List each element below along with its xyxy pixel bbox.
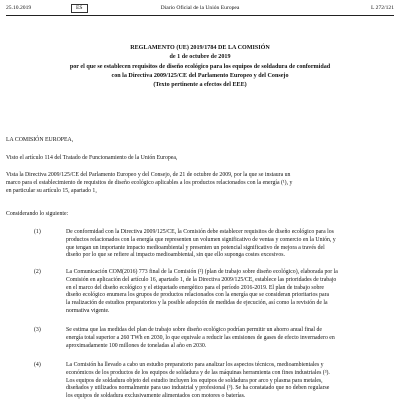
visto-directive-line-1: Vista la Directiva 2009/125/CE del Parlamento Europeo y del Consejo, de 21 de octubre de 2009, por la que se instaura un bbox=[6, 172, 291, 178]
language-code: ES bbox=[71, 4, 88, 13]
recital-line: los equipos de soldadura exclusivamente alimentados con motores o baterías. bbox=[66, 393, 246, 400]
recital-line: La Comisión ha llevado a cabo un estudio preparatorio para analizar los aspectos técnicos, medioambientales y bbox=[66, 362, 324, 368]
recital-number: (4) bbox=[34, 362, 41, 368]
recital-line: económicos de los productos de los equipos de soldadura y de las máquinas herramienta con fines industriales (³). bbox=[66, 369, 330, 376]
regulation-number: REGLAMENTO (UE) 2019/1784 DE LA COMISIÓN bbox=[130, 45, 270, 51]
header-divider bbox=[6, 15, 394, 16]
recital-line: aproximadamente 100 millones de toneladas al año en 2030. bbox=[66, 342, 207, 349]
recital-text bbox=[66, 362, 330, 401]
recital-line: en el marco del diseño ecológico y el etiquetado energético para el período 2016-2019. El plan de trabajo sobre bbox=[66, 284, 324, 291]
page-reference: L 272/121 bbox=[371, 5, 394, 11]
regulation-title bbox=[20, 44, 380, 90]
recital-line: productos relacionados con la energía que representen un volumen significativo de ventas y comercio en la Unión, y bbox=[66, 236, 336, 243]
recital-line: diseño por lo que se refiere al impacto medioambiental, sin que ello suponga costes excesivos. bbox=[66, 252, 285, 259]
visto-directive-line-3: en particular su artículo 15, apartado 1, bbox=[6, 187, 97, 194]
recital-text bbox=[66, 269, 338, 316]
visto-directive-line-2: marco para el establecimiento de requisitos de diseño ecológico aplicables a los productos relacionados con la energía (¹), y bbox=[6, 179, 293, 186]
recital-line: la realización de estudios preparatorios y la posible adopción de medidas de ejecución, así como la revisión de la bbox=[66, 300, 328, 307]
eea-relevance-note: (Texto pertinente a efectos del EEE) bbox=[153, 82, 247, 89]
recital-line: diseño ecológico enumera los grupos de productos relacionados con la energía que se consideran prioritarios para bbox=[66, 292, 330, 299]
recital-line: La Comunicación COM(2016) 773 final de la Comisión (²) (plan de trabajo sobre diseño ecológico), elaborada por la bbox=[66, 269, 338, 275]
visto-treaty: Visto el artículo 114 del Tratado de Funcionamiento de la Unión Europea, bbox=[6, 155, 178, 161]
recital-line: Comisión en aplicación del artículo 16, apartado 1, de la Directiva 2009/125/CE, establece las prioridades de trabajo bbox=[66, 276, 337, 283]
recital-number: (3) bbox=[34, 327, 41, 333]
recital-number: (1) bbox=[34, 229, 41, 235]
journal-name: Diario Oficial de la Unión Europea bbox=[160, 5, 240, 11]
regulation-subject-line-2: con la Directiva 2009/125/CE del Parlamento Europeo y del Consejo bbox=[111, 72, 289, 79]
recital-text bbox=[66, 327, 335, 350]
recital-line: Se estima que las medidas del plan de trabajo sobre diseño ecológico podrían permitir un ahorro anual final de bbox=[66, 327, 322, 333]
recital-line: De conformidad con la Directiva 2009/125/CE, la Comisión debe establecer requisitos de diseño ecológico para los bbox=[66, 229, 334, 235]
recital-line: Los equipos de soldadura objeto del estudio incluyen los equipos de soldadura por arco y plasma para metales, bbox=[66, 377, 323, 384]
commission-heading: LA COMISIÓN EUROPEA, bbox=[6, 137, 74, 143]
regulation-date: de 1 de octubre de 2019 bbox=[169, 54, 231, 61]
recital-1 bbox=[0, 229, 400, 261]
regulation-subject-line-1: por el que se establecen requisitos de diseño ecológico para los equipos de soldadura de conformidad bbox=[69, 63, 331, 70]
recital-2 bbox=[0, 269, 400, 317]
recital-number: (2) bbox=[34, 269, 41, 275]
recital-line: que tengan un importante impacto medioambiental y presenten un potencial significativo de mejora a través del bbox=[66, 244, 325, 251]
recital-line: diseñados y utilizados normalmente para uso industrial y profesional (³). Se ha constatado que no deben regularse bbox=[66, 385, 330, 392]
recital-line: normativa vigente. bbox=[66, 307, 110, 314]
recital-text bbox=[66, 229, 336, 260]
visto-directive bbox=[6, 172, 292, 195]
recital-4 bbox=[0, 362, 400, 402]
publication-date: 25.10.2019 bbox=[6, 5, 32, 11]
considerando-heading: Considerando lo siguiente: bbox=[6, 211, 69, 217]
recital-line: energía total superior a 260 TWh en 2030, lo que equivale a reducir las emisiones de gases de efecto invernadero en bbox=[66, 334, 335, 341]
recital-3 bbox=[0, 327, 400, 351]
